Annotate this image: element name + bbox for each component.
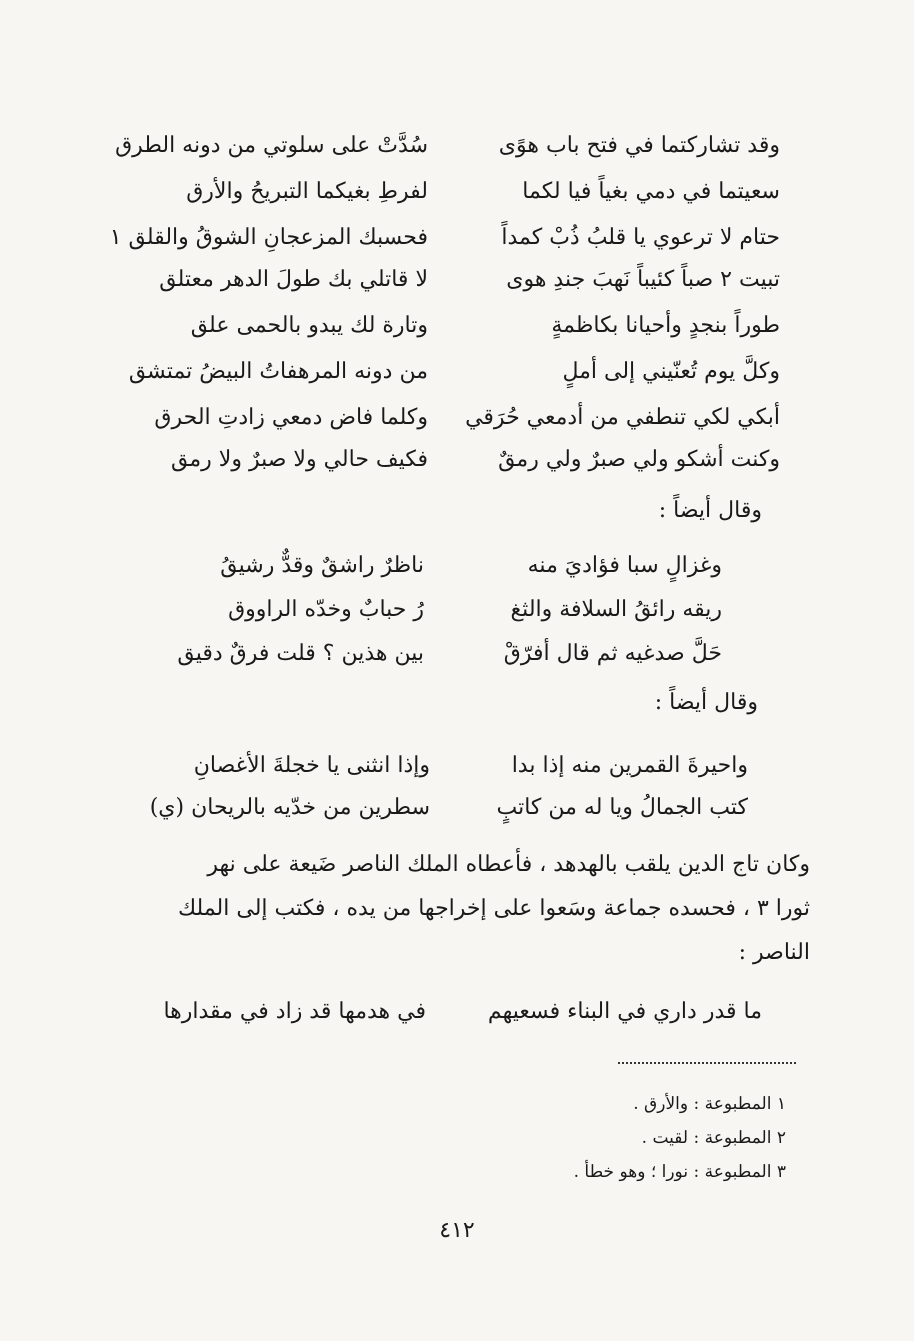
- prose-line-3: الناصر :: [738, 940, 810, 965]
- verse-2-first: كتب الجمالُ ويا له من كاتبٍ: [496, 795, 748, 820]
- footnote-separator: [618, 1062, 796, 1064]
- verse-1-second: وإذا انثنى يا خجلةَ الأغصانِ: [193, 753, 430, 778]
- verse-1-second: سُدَّتْ على سلوتي من دونه الطرق: [115, 133, 428, 158]
- poem-2-intro: وقال أيضاً :: [658, 498, 762, 523]
- verse-2-second: سطرين من خدّيه بالريحان (ي): [149, 795, 430, 820]
- verse-1-first: ما قدر داري في البناء فسعيهم: [487, 999, 762, 1024]
- poem-3-intro: وقال أيضاً :: [654, 690, 758, 715]
- verse-7-first: أبكي لكي تنطفي من أدمعي حُرَقي: [465, 405, 780, 430]
- page-number: ٤١٢: [439, 1218, 475, 1243]
- footnote-1: ١ المطبوعة : والأرق .: [633, 1094, 786, 1114]
- prose-line-1: وكان تاج الدين يلقب بالهدهد ، فأعطاه الملك الناصر ضَيعة على نهر: [207, 852, 810, 877]
- verse-1-second: في هدمها قد زاد في مقدارها: [163, 999, 426, 1024]
- verse-2-first: سعيتما في دمي بغياً فيا لكما: [522, 179, 780, 204]
- verse-3-first: حَلَّ صدغيه ثم قال أفرّقْ: [503, 641, 722, 666]
- verse-4-second: لا قاتلي بك طولَ الدهر معتلق: [159, 267, 428, 292]
- verse-2-first: ريقه رائقُ السلافة والثغ: [510, 597, 722, 622]
- verse-1-first: وقد تشاركتما في فتح باب هوًى: [498, 133, 780, 158]
- verse-5-first: طوراً بنجدٍ وأحيانا بكاظمةٍ: [551, 313, 780, 338]
- verse-5-second: وتارة لك يبدو بالحمى علق: [190, 313, 428, 338]
- footnote-2: ٢ المطبوعة : لقيت .: [641, 1128, 786, 1148]
- verse-3-second: بين هذين ؟ قلت فرقٌ دقيق: [177, 641, 424, 666]
- prose-line-2: ثورا ٣ ، فحسده جماعة وسَعوا على إخراجها من يده ، فكتب إلى الملك: [178, 896, 810, 921]
- footnote-3: ٣ المطبوعة : نورا ؛ وهو خطأ .: [573, 1162, 786, 1182]
- verse-3-second: فحسبك المزعجانِ الشوقُ والقلق ١: [109, 225, 428, 250]
- verse-1-first: وغزالٍ سبا فؤاديَ منه: [527, 553, 722, 578]
- verse-1-first: واحيرةَ القمرين منه إذا بدا: [511, 753, 748, 778]
- verse-1-second: ناظرٌ راشقٌ وقدٌّ رشيقُ: [220, 553, 424, 578]
- verse-8-second: فكيف حالي ولا صبرٌ ولا رمق: [171, 447, 428, 472]
- verse-7-second: وكلما فاض دمعي زادتِ الحرق: [154, 405, 428, 430]
- verse-3-first: حتام لا ترعوي يا قلبُ ذُبْ كمداً: [501, 225, 780, 250]
- verse-2-second: لفرطِ بغيكما التبريحُ والأرق: [186, 179, 428, 204]
- verse-8-first: وكنت أشكو ولي صبرٌ ولي رمقٌ: [498, 447, 780, 472]
- verse-6-second: من دونه المرهفاتُ البيضُ تمتشق: [128, 359, 428, 384]
- verse-6-first: وكلَّ يوم تُعنّيني إلى أملٍ: [562, 359, 780, 384]
- verse-2-second: رُ حبابٌ وخدّه الراووق: [228, 597, 424, 622]
- verse-4-first: تبيت ٢ صباً كئيباً نَهبَ جندِ هوى: [506, 267, 780, 292]
